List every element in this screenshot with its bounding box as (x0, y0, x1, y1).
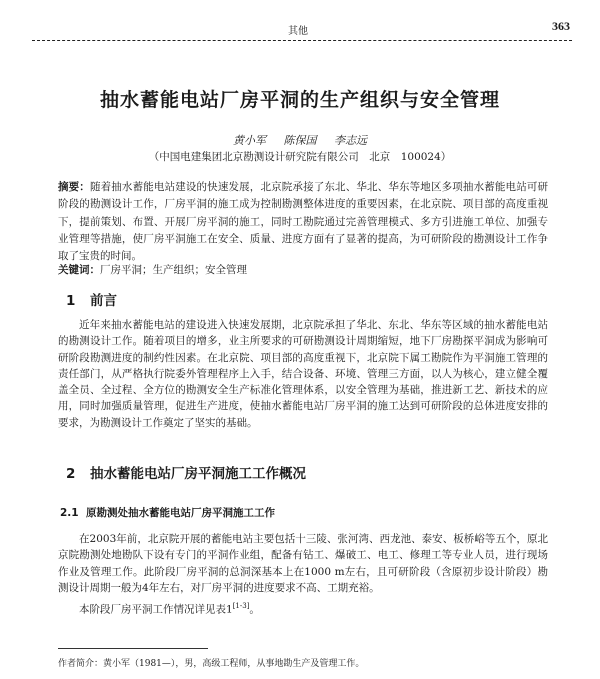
paragraph-2-text: 本阶段厂房平洞工作情况详见表1 (79, 603, 233, 616)
section-1-heading (66, 289, 117, 309)
section-1-number: 1 (66, 293, 76, 309)
subsection-2-1-number: 2.1 (60, 507, 79, 519)
running-header-section: 其他 (288, 26, 308, 37)
citation-ref[interactable]: [1-3] (232, 602, 250, 610)
section-1-title: 前言 (90, 293, 117, 309)
subsection-2-1-title: 原勘测处抽水蓄能电站厂房平洞施工工作 (86, 507, 275, 519)
subsection-2-1-paragraph-1: 在2003年前，北京院开展的蓄能电站主要包括十三陵、张河湾、西龙池、泰安、板桥峪等五个，原北京院勘测处地勘队下设有专门的平洞作业组，配备有钻工、爆破工、电工、修理工等专业人员，进行现场作业及管理工作。此阶段厂房平洞的总洞深基本上在1000 m左右，且可研阶段（含原初步设计阶段）勘测设计周期一般为4年左右，对厂房平洞的进度要求不高、工期充裕。 (58, 533, 548, 594)
header-rule (32, 40, 572, 41)
paper-title: 抽水蓄能电站厂房平洞的生产组织与安全管理 (99, 89, 500, 111)
subsection-2-1-paragraph-2 (58, 598, 548, 618)
footnote: 作者简介：黄小军（1981—），男，高级工程师，从事地勘生产及管理工作。 (58, 659, 365, 669)
subsection-2-1-heading (60, 505, 275, 520)
authors: 黄小军 陈保国 李志远 (233, 134, 367, 147)
section-2-heading (66, 462, 306, 482)
affiliation: （中国电建集团北京勘测设计研究院有限公司 北京 100024） (148, 151, 452, 163)
paragraph-2-end: 。 (249, 603, 260, 616)
abstract-label: 摘要： (58, 181, 90, 193)
running-header (32, 19, 580, 38)
section-1-paragraph: 近年来抽水蓄能电站的建设进入快速发展期，北京院承担了华北、东北、华东等区域的抽水蓄能电站的勘测设计工作。随着项目的增多，业主所要求的可研勘测设计周期缩短，地下厂房勘探平洞成为影响可研阶段勘测进度的制约性因素。在北京院、项目部的高度重视下，北京院下属工勘院作为平洞施工管理的责任部门，从严格执行院委外管理程序上入手，结合设备、环境、管理三方面，以人为核心，建立健全覆盖全员、全过程、全方位的勘测安全生产标准化管理体系，以安全管理为基础，推进新工艺、新技术的应用，同时加强质量管理，促进生产进度，使抽水蓄能电站厂房平洞的施工达到可研阶段的总体进度安排的要求，为勘测设计工作奠定了坚实的基础。 (58, 319, 548, 429)
section-2-title: 抽水蓄能电站厂房平洞施工工作概况 (90, 466, 306, 482)
section-2-number: 2 (66, 466, 76, 482)
abstract (58, 179, 548, 265)
abstract-text: 随着抽水蓄能电站建设的快速发展，北京院承接了东北、华北、华东等地区多项抽水蓄能电站可研阶段的勘测设计工作，厂房平洞的施工成为控制勘测整体进度的重要因素，在北京院、项目部的高度重视下，提前策划、布置、开展厂房平洞的施工，同时工勘院通过完善管理模式、多方引进施工单位、加强专业管理等措施，使厂房平洞施工在安全、质量、进度方面有了显著的提高，为可研阶段的勘测设计工作争取了宝贵的时间。 (58, 181, 549, 263)
keywords-label: 关键词： (58, 264, 100, 276)
keywords-text: 厂房平洞；生产组织；安全管理 (100, 264, 247, 276)
keywords (58, 262, 548, 277)
page-number: 363 (552, 19, 570, 33)
footnote-rule (58, 648, 208, 649)
